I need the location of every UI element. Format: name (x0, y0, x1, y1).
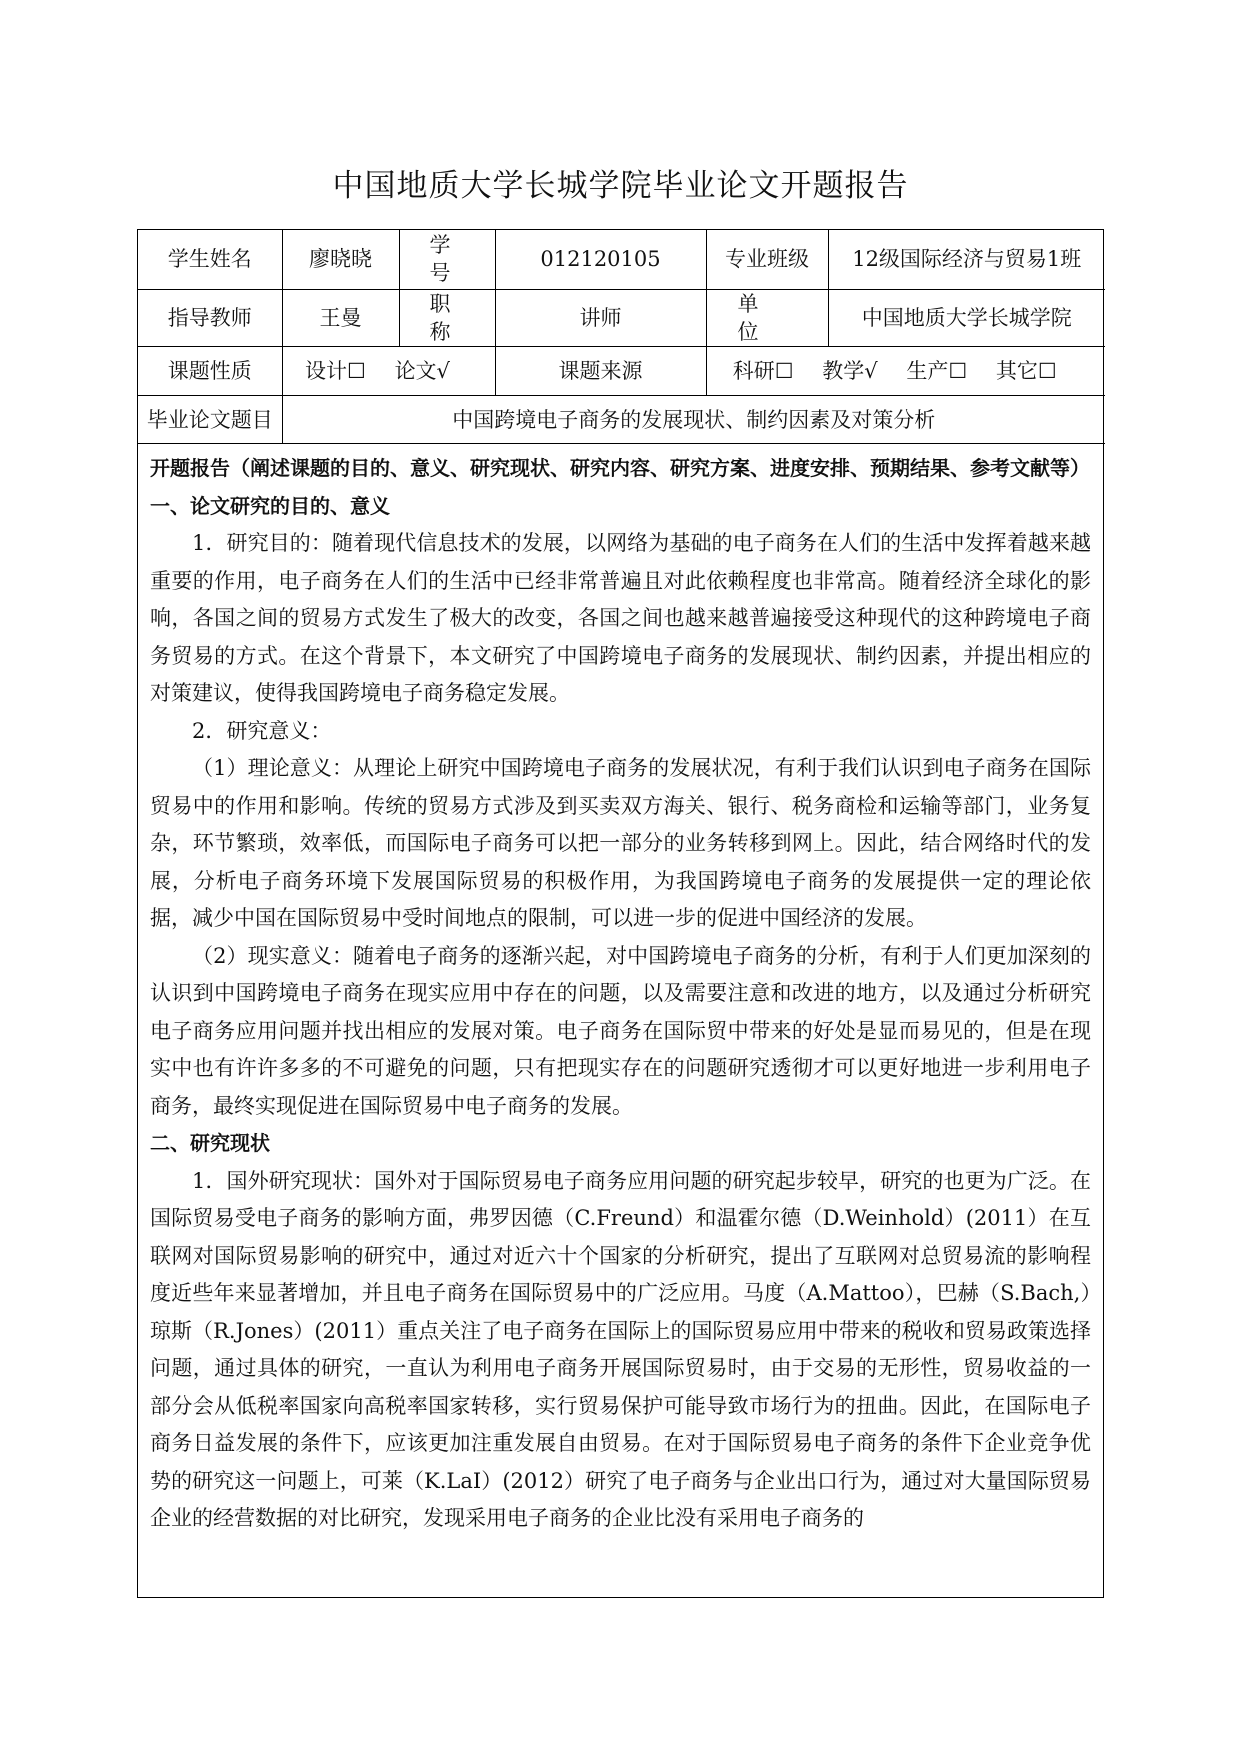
table-row (138, 289, 1105, 347)
advisor-value: 王曼 (282, 289, 399, 347)
report-body (138, 444, 1103, 1538)
rank-label: 职 称 (399, 289, 495, 347)
unit-label: 单 位 (706, 289, 828, 347)
section-1-title: 一、论文研究的目的、意义 (150, 493, 390, 518)
table-row (138, 347, 1105, 396)
source-label: 课题来源 (495, 347, 706, 396)
major-value: 12级国际经济与贸易1班 (828, 230, 1105, 289)
source-option-other: 其它☐ (995, 359, 1057, 384)
section-2-title: 二、研究现状 (150, 1131, 270, 1156)
table-row (138, 230, 1105, 289)
page-title: 中国地质大学长城学院毕业论文开题报告 (332, 168, 909, 204)
unit-value: 中国地质大学长城学院 (828, 289, 1105, 347)
nature-label: 课题性质 (138, 347, 282, 396)
info-table (138, 230, 1105, 444)
source-option-research: 科研☐ (732, 359, 794, 384)
source-option-production: 生产☐ (906, 359, 968, 384)
nature-options (282, 347, 495, 396)
paragraph-practical: （2）现实意义：随着电子商务的逐渐兴起，对中国跨境电子商务的分析，有利于人们更加深刻的认识到中国跨境电子商务在现实应用中存在的问题，以及需要注意和改进的地方，以及通过分析研究电子商务应用问题并找出相应的发展对策。电子商务在国际贸中带来的好处是显而易见的，但是在现实中也有许许多多的不可避免的问题，只有把现实存在的问题研究透彻才可以更好地进一步利用电子商务，最终实现促进在国际贸易中电子商务的发展。 (150, 943, 1091, 1118)
table-row (138, 396, 1105, 444)
paragraph-theoretical: （1）理论意义：从理论上研究中国跨境电子商务的发展状况，有利于我们认识到电子商务在国际贸易中的作用和影响。传统的贸易方式涉及到买卖双方海关、银行、税务商检和运输等部门，业务复杂，环节繁琐，效率低，而国际电子商务可以把一部分的业务转移到网上。因此，结合网络时代的发展，分析电子商务环境下发展国际贸易的积极作用，为我国跨境电子商务的发展提供一定的理论依据，减少中国在国际贸易中受时间地点的限制，可以进一步的促进中国经济的发展。 (150, 756, 1091, 931)
nature-option-design: 设计☐ (305, 359, 366, 384)
report-heading: 开题报告（阐述课题的目的、意义、研究现状、研究内容、研究方案、进度安排、预期结果、参考文献等） (150, 456, 1090, 481)
source-option-teaching: 教学√ (822, 359, 878, 384)
student-id-label: 学 号 (399, 230, 495, 289)
nature-option-thesis: 论文√ (394, 359, 450, 384)
student-name-value: 廖晓晓 (282, 230, 399, 289)
paragraph-purpose: 1．研究目的：随着现代信息技术的发展，以网络为基础的电子商务在人们的生活中发挥着越来越重要的作用，电子商务在人们的生活中已经非常普遍且对此依赖程度也非常高。随着经济全球化的影响，各国之间的贸易方式发生了极大的改变，各国之间也越来越普遍接受这种现代的这种跨境电子商务贸易的方式。在这个背景下，本文研究了中国跨境电子商务的发展现状、制约因素，并提出相应的对策建议，使得我国跨境电子商务稳定发展。 (150, 531, 1091, 706)
student-name-label: 学生姓名 (138, 230, 282, 289)
topic-value: 中国跨境电子商务的发展现状、制约因素及对策分析 (282, 396, 1105, 444)
source-options (706, 347, 1105, 396)
major-label: 专业班级 (706, 230, 828, 289)
advisor-label: 指导教师 (138, 289, 282, 347)
rank-value: 讲师 (495, 289, 706, 347)
topic-label: 毕业论文题目 (138, 396, 282, 444)
report-form (137, 229, 1104, 1598)
paragraph-significance-heading: 2．研究意义： (192, 718, 332, 743)
student-id-value: 012120105 (495, 230, 706, 289)
paragraph-foreign-research: 1．国外研究现状：国外对于国际贸易电子商务应用问题的研究起步较早，研究的也更为广泛。在国际贸易受电子商务的影响方面，弗罗因德（C.Freund）和温霍尔德（D.Weinhold）(2011）在互联网对国际贸易影响的研究中，通过对近六十个国家的分析研究，提出了互联网对总贸易流的影响程度近些年来显著增加，并且电子商务在国际贸易中的广泛应用。马度（A.Mattoo），巴赫（S.Bach,）琼斯（R.Jones）(2011）重点关注了电子商务在国际上的国际贸易应用中带来的税收和贸易政策选择问题，通过具体的研究，一直认为利用电子商务开展国际贸易时，由于交易的无形性，贸易收益的一部分会从低税率国家向高税率国家转移，实行贸易保护可能导致市场行为的扭曲。因此，在国际电子商务日益发展的条件下，应该更加注重发展自由贸易。在对于国际贸易电子商务的条件下企业竞争优势的研究这一问题上，可莱（K.LaI）(2012）研究了电子商务与企业出口行为，通过对大量国际贸易企业的经营数据的对比研究，发现采用电子商务的企业比没有采用电子商务的 (150, 1168, 1091, 1531)
